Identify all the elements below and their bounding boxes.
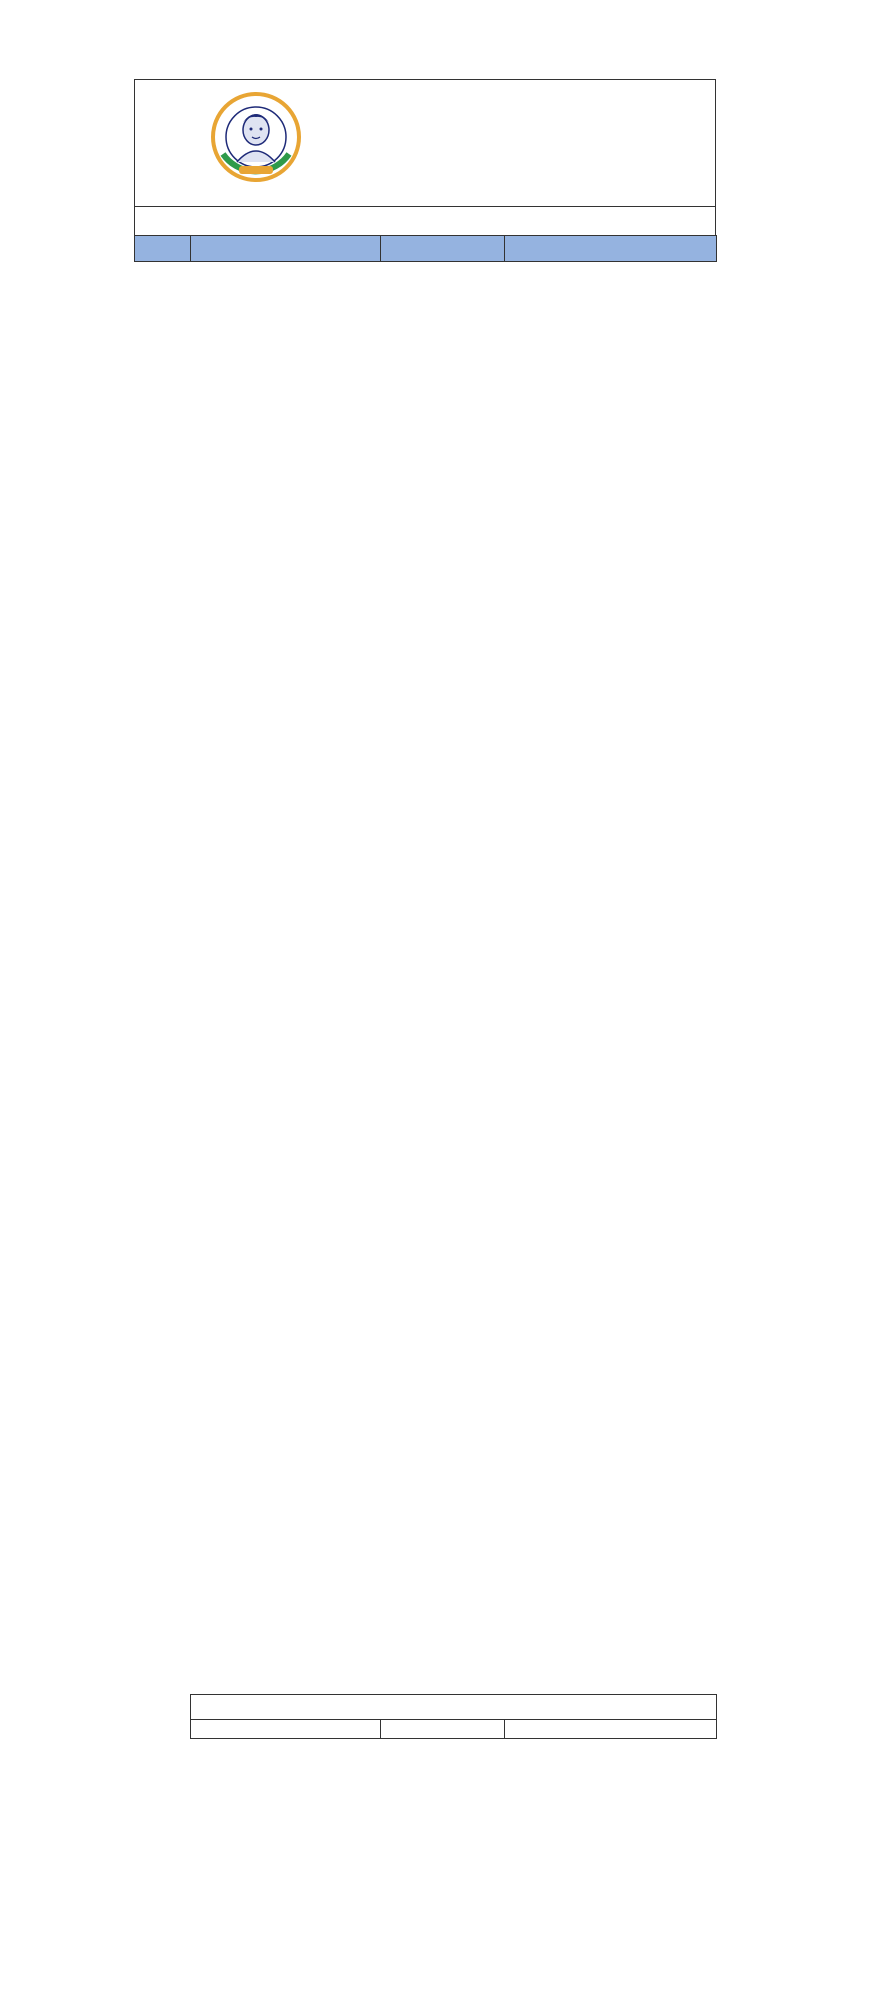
- ignet-emblem-icon: [211, 92, 301, 182]
- results-header-row: [135, 236, 717, 262]
- grade-header-row: [191, 1720, 717, 1739]
- grade-table: [190, 1694, 717, 1739]
- col-header-sl-no: [135, 236, 191, 262]
- grade-col-grade: [381, 1720, 505, 1739]
- logo-header: [134, 79, 716, 206]
- col-header-register-no: [191, 236, 381, 262]
- grade-classification: [190, 1694, 716, 1739]
- exam-result-title: [134, 206, 716, 235]
- col-header-pass: [505, 236, 717, 262]
- results-table: [134, 235, 717, 262]
- col-header-mark: [381, 236, 505, 262]
- grade-title-row: [191, 1695, 717, 1720]
- result-sheet: [134, 79, 716, 262]
- grade-col-rating: [505, 1720, 717, 1739]
- grade-table-title: [191, 1695, 717, 1720]
- grade-col-percentage: [191, 1720, 381, 1739]
